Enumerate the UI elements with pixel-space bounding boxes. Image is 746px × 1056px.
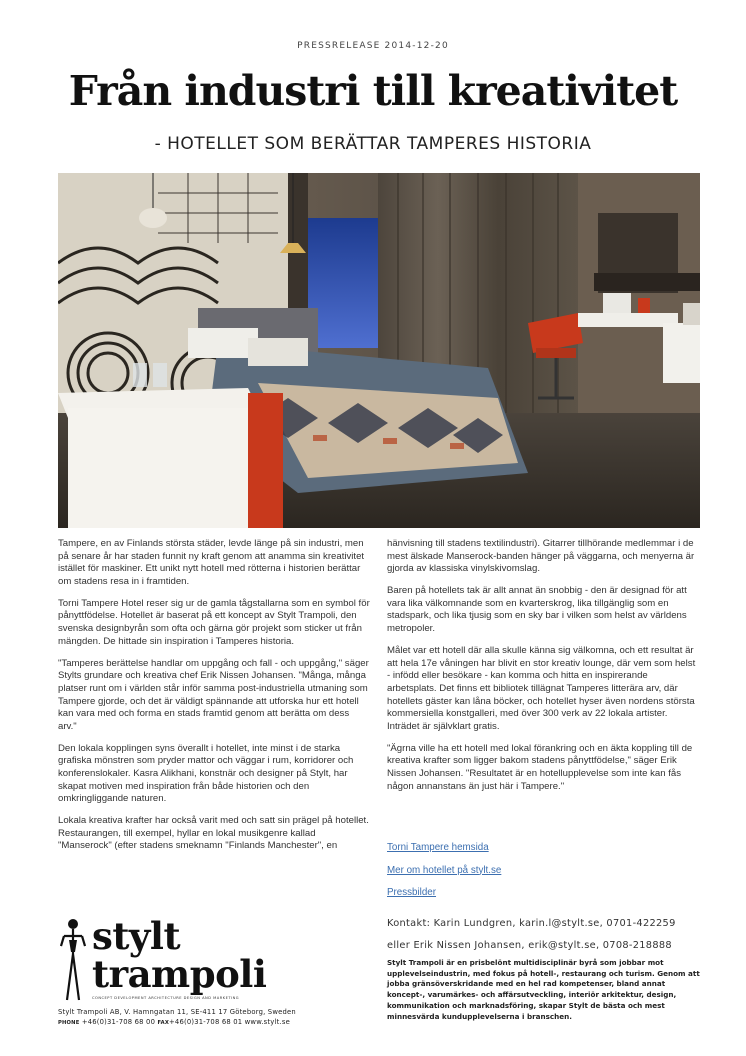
paragraph: Tampere, en av Finlands största städer, levde länge på sin industri, men på senare år har staden funnit ny kraft genom att anamma sin kreativitet istället för maskiner. Ett unikt nytt hotell med rötterna i historien berättar om stadens resa in i framtiden. (58, 538, 365, 587)
paragraph: hänvisning till stadens textilindustri). Gitarrer tillhörande medlemmar i de mest älskade Manserock-banden hänger på väggarna, och menyerna är gjorda av klassiska vinylskivomslag. (387, 538, 695, 575)
company-phone-fax-web (58, 1018, 290, 1026)
paragraph: "Ägrna ville ha ett hotell med lokal förankring och en äkta koppling till de kreativa krafter som ligger bakom stadens pånyttfödelse," säger Erik Nissen Johansen. "Resultatet är en hotellupplevelse som inte kan fås någon annanstans än just här i Tampere." (387, 742, 693, 792)
website: www.stylt.se (244, 1018, 290, 1026)
fax-number: +46(0)31-708 68 01 (169, 1018, 243, 1026)
logo-word-stylt: stylt (92, 914, 181, 958)
paragraph: "Tamperes berättelse handlar om uppgång och fall - och uppgång," säger Stylts grundare och kreativa chef Erik Nissen Johansen. "Många, många platser runt om i världen står inför samma post-industriella utmaning som Tampere gjorde, och det är väldigt spännande att utforska hur ett hotell kan vara med och forma en stads framtid genom att berätta om dess arv." (58, 657, 369, 732)
dateline: PRESSRELEASE 2014-12-20 (297, 41, 449, 51)
logo-word-trampoli: trampoli (92, 952, 267, 996)
paragraph: Målet var ett hotell där alla skulle känna sig välkomna, och ett resultat är att hela 17e våningen har blivit en stor kreativ lounge, där vem som helst - infödd eller besökare - kan komma och hitta en inspirerande arbetsplats. Det finns ett bibliotek tillägnat Tamperes litterära arv, där hotellets gäster kan låna böcker, och hotellet hyser även nordens största kommersiella konstgalleri, med över 300 verk av 22 lokala artister. Inträdet är självklart gratis. (387, 645, 696, 732)
contact-line-1: Kontakt: Karin Lundgren, karin.l@stylt.se, 0701-422259 (387, 918, 676, 929)
about-stylt-trampoli: Stylt Trampoli är en prisbelönt multidisciplinär byrå som jobbar mot upplevelseindustrin, med fokus på hotell-, restaurang och turism. Genom att jobba gränsöverskridande med en hel rad kompetenser, bland annat koncept-, varumärkes- och affärsutveckling, interiör arkitektur, design, kommunikation och marknadsföring, skapar Stylt de bästa och mest minnesvärda kundupplevelserna i branschen. (387, 958, 700, 1021)
left-article-column (58, 538, 370, 863)
logo-tagline: CONCEPT DEVELOPMENT ARCHITECTURE DESIGN AND MARKETING (92, 996, 240, 1000)
link-torni-tampere-website[interactable]: Torni Tampere hemsida (387, 842, 489, 853)
link-press-images[interactable]: Pressbilder (387, 887, 437, 898)
hotel-room-photo (58, 173, 700, 528)
paragraph: Den lokala kopplingen syns överallt i hotellet, inte minst i de starka grafiska mönstren som pryder mattor och väggar i rum, korridorer och konferenslokaler. Kasra Alikhani, konstnär och designer på Stylt, har skapat motiven med inspiration från både historien och den omkringliggande naturen. (58, 742, 354, 805)
paragraph: Lokala kreativa krafter har också varit med och satt sin prägel på hotellet. Restaurangen, till exempel, hyllar en lokal musikgenre kallad "Manserock" (efter stadens smeknamn "Finlands Manchester", en (58, 815, 369, 852)
link-hotel-on-stylt[interactable]: Mer om hotellet på stylt.se (387, 864, 502, 876)
paragraph: Baren på hotellets tak är allt annat än snobbig - den är designad för att vara lika välkomnande som en kvarterskrog, lika tillgänglig som en stadspark, och lika tjusig som en sky bar i vilken som helst av världens metropoler. (387, 585, 687, 635)
page-title: Från industri till kreativitet (68, 67, 678, 115)
company-address: Stylt Trampoli AB, V. Hamngatan 11, SE-411 17 Göteborg, Sweden (58, 1008, 296, 1016)
paragraph: Torni Tampere Hotel reser sig ur de gamla tågstallarna som en symbol för pånyttfödelse. Hotellet är baserat på ett koncept av Stylt Trampoli, den svenska designbyrån som ofta och gärna gör projekt som sticker ut från mängden. De hittade sin inspiration i Tamperes historia. (58, 597, 370, 647)
links-list (387, 842, 707, 910)
right-article-column (387, 538, 699, 803)
stylt-trampoli-logo (58, 912, 273, 1006)
phone-label: PHONE (58, 1020, 80, 1026)
stilt-walker-figure-icon (60, 916, 86, 1002)
fax-label: FAX (157, 1020, 170, 1026)
page-subtitle: - HOTELLET SOM BERÄTTAR TAMPERES HISTORIA (154, 134, 592, 154)
phone-number: +46(0)31-708 68 00 (81, 1018, 156, 1026)
contact-line-2: eller Erik Nissen Johansen, erik@stylt.se, 0708-218888 (387, 940, 672, 951)
